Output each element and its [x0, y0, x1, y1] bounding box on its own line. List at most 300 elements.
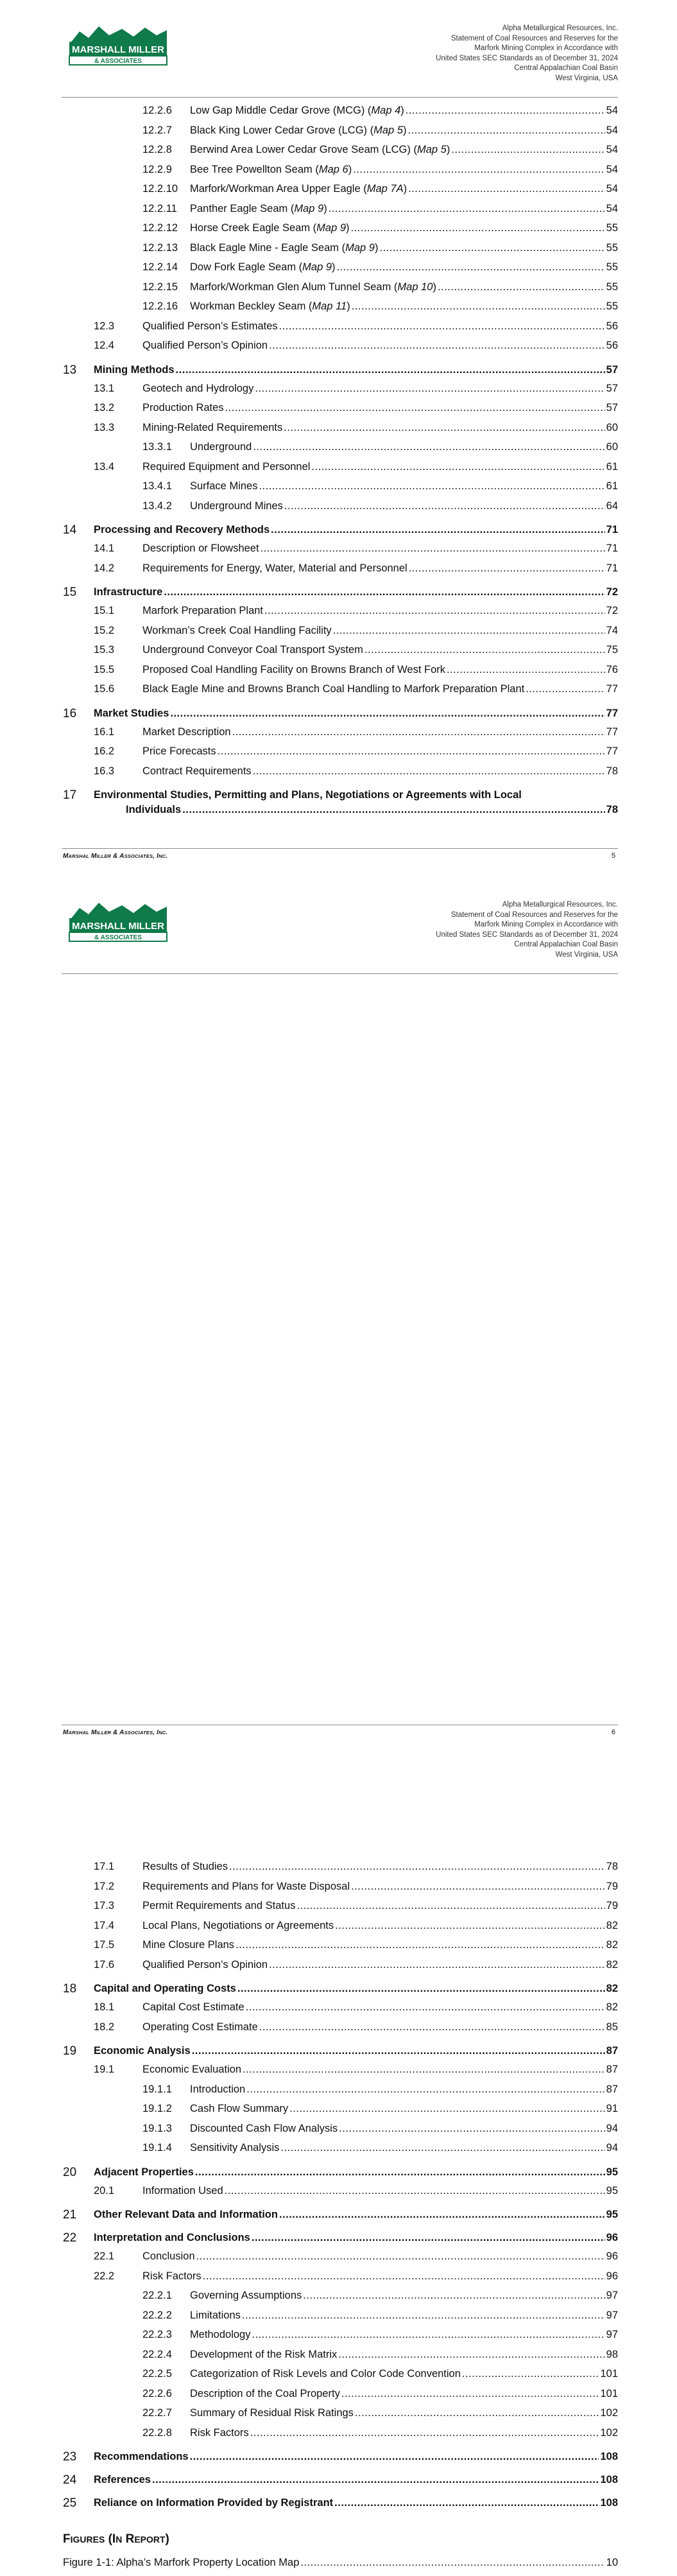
- toc-entry[interactable]: [63, 105, 618, 125]
- dot-leader: [303, 2290, 604, 2302]
- toc-entry[interactable]: [63, 2001, 618, 2021]
- map-reference: Map 6: [318, 163, 348, 175]
- toc-entry[interactable]: [63, 402, 618, 422]
- title-text: Horse Creek Eagle Seam (: [190, 222, 317, 234]
- toc-entry-number: 15.2: [94, 624, 115, 636]
- toc-entry[interactable]: [63, 703, 618, 726]
- toc-entry-page: 56: [606, 320, 618, 332]
- dot-leader: [364, 644, 605, 656]
- footer-divider: [62, 848, 618, 849]
- toc-entry[interactable]: [63, 2329, 618, 2349]
- toc-entry-number: 12.3: [94, 320, 115, 332]
- toc-entry[interactable]: [63, 2185, 618, 2205]
- map-reference: Map 9: [294, 202, 324, 214]
- toc-entry-page: 97: [606, 2290, 618, 2301]
- toc-entry[interactable]: [63, 222, 618, 242]
- toc-entry-page: 54: [606, 183, 618, 195]
- toc-entry-title: [190, 105, 404, 117]
- toc-entry-page: 76: [606, 663, 618, 675]
- toc-entry[interactable]: [63, 2103, 618, 2123]
- toc-entry[interactable]: [63, 785, 618, 815]
- dot-leader: [438, 281, 605, 293]
- toc-entry[interactable]: [63, 164, 618, 184]
- toc-entry[interactable]: [63, 2310, 618, 2329]
- toc-entry-title: Qualified Person’s Estimates: [142, 320, 278, 332]
- dot-leader: [351, 222, 605, 234]
- dot-leader: [164, 586, 604, 598]
- title-text: ): [323, 202, 327, 214]
- toc-entry-number: 19.1.3: [142, 2122, 172, 2134]
- toc-entry-page: 57: [606, 382, 618, 394]
- page-header: Alpha Metallurgical Resources, Inc. Statement of Coal Resources and Reserves for the Marfork Mining Complex in Accordance with United States SEC Standards as of December 31, 2024 Central Appalachian Coal Basin West Virginia, USA: [436, 901, 618, 959]
- page-header: Alpha Metallurgical Resources, Inc. Statement of Coal Resources and Reserves for the Marfork Mining Complex in Accordance with United States SEC Standards as of December 31, 2024 Central Appalachian Coal Basin West Virginia, USA: [436, 24, 618, 82]
- toc-entry-number: 19.1.4: [142, 2142, 172, 2154]
- toc-entry[interactable]: [63, 2041, 618, 2064]
- dot-leader: [334, 2497, 599, 2509]
- toc-entry-title: Mining-Related Requirements: [142, 421, 283, 433]
- title-text: Workman Beckley Seam (: [190, 300, 313, 312]
- toc-entry-title: Methodology: [190, 2329, 251, 2340]
- toc-entry[interactable]: [63, 1881, 618, 1901]
- toc-entry-title: Description of the Coal Property: [190, 2387, 340, 2399]
- toc-entry-title: Discounted Cash Flow Analysis: [190, 2122, 338, 2134]
- toc-entry-page: 79: [606, 1900, 618, 1911]
- toc-entry[interactable]: [63, 605, 618, 625]
- dot-leader: [259, 480, 604, 492]
- document-page-5: [0, 0, 677, 876]
- toc-entry-number: 16.3: [94, 765, 115, 777]
- dot-leader: [192, 2045, 605, 2057]
- footer-company: MARSHAL MILLER & ASSOCIATES, INC.: [63, 1729, 168, 1736]
- toc-entry-title: Risk Factors: [190, 2426, 249, 2439]
- toc-entry[interactable]: [63, 242, 618, 262]
- toc-entry[interactable]: [63, 683, 618, 703]
- toc-entry[interactable]: [63, 183, 618, 203]
- toc-entry[interactable]: [63, 664, 618, 684]
- dot-leader: [195, 2166, 605, 2179]
- toc-entry-title: Other Relevant Data and Information: [94, 2209, 278, 2220]
- toc-entry-title: [190, 261, 336, 274]
- dot-leader: [311, 461, 604, 473]
- dot-leader: [237, 1983, 605, 1995]
- dot-leader: [406, 105, 605, 117]
- dot-leader: [242, 2310, 605, 2322]
- toc-entry-title: Capital and Operating Costs: [94, 1983, 236, 1994]
- table-of-contents: [63, 105, 618, 815]
- toc-entry-number: 12.2.9: [142, 163, 172, 175]
- dot-leader: [152, 2474, 599, 2486]
- toc-entry-title: Economic Analysis: [94, 2045, 191, 2057]
- toc-entry-number: 24: [63, 2473, 77, 2487]
- dot-leader: [271, 524, 604, 536]
- toc-entry-page: 102: [600, 2407, 618, 2419]
- header-divider: [62, 97, 618, 98]
- toc-entry[interactable]: [63, 2162, 618, 2185]
- dot-leader: [279, 2209, 605, 2221]
- dot-leader: [409, 562, 605, 575]
- header-divider: [62, 973, 618, 974]
- toc-entry[interactable]: [63, 745, 618, 765]
- toc-entry-number: 14: [63, 523, 77, 537]
- toc-entry-number: 18: [63, 1982, 77, 1996]
- toc-entry[interactable]: [63, 2388, 618, 2408]
- dot-leader: [229, 1861, 605, 1873]
- title-text: ): [348, 163, 352, 175]
- table-of-contents: [63, 1861, 618, 2576]
- title-text: Black Eagle Mine - Eagle Seam (: [190, 241, 346, 254]
- toc-entry-number: 17.1: [94, 1861, 115, 1872]
- toc-entry-page: 96: [606, 2232, 618, 2243]
- toc-entry-title: Production Rates: [142, 402, 224, 413]
- toc-entry-number: 12.2.16: [142, 300, 178, 312]
- toc-entry-number: 12.4: [94, 340, 115, 351]
- toc-entry[interactable]: [63, 1861, 618, 1881]
- toc-entry-number: 12.2.12: [142, 222, 178, 234]
- dot-leader: [252, 2232, 605, 2244]
- toc-entry[interactable]: [63, 2227, 618, 2250]
- toc-entry-number: 21: [63, 2208, 77, 2222]
- toc-entry-number: 12.2.14: [142, 261, 178, 273]
- toc-entry-page: 95: [606, 2184, 618, 2197]
- dot-leader: [176, 364, 605, 376]
- toc-entry-title: Categorization of Risk Levels and Color Code Convention: [190, 2368, 461, 2380]
- dot-leader: [338, 2349, 604, 2361]
- figure-entry[interactable]: [63, 2557, 618, 2576]
- page-number: 6: [611, 1728, 615, 1736]
- title-text: ): [433, 281, 436, 293]
- toc-entry-page: 82: [606, 1983, 618, 1994]
- toc-entry-title: Infrastructure: [94, 586, 163, 598]
- map-reference: Map 9: [316, 222, 347, 234]
- toc-entry-page: 96: [606, 2270, 618, 2282]
- toc-entry-title: Market Studies: [94, 707, 169, 719]
- toc-entry[interactable]: [63, 2123, 618, 2143]
- toc-entry-title: Governing Assumptions: [190, 2290, 302, 2301]
- dot-leader: [379, 242, 604, 254]
- toc-entry-number: 19.1.1: [142, 2083, 172, 2095]
- toc-entry[interactable]: [63, 203, 618, 223]
- toc-entry[interactable]: [63, 765, 618, 785]
- toc-entry-number: 20.1: [94, 2184, 115, 2197]
- toc-entry[interactable]: [63, 422, 618, 442]
- dot-leader: [451, 144, 604, 156]
- document-page-6: [0, 876, 677, 2568]
- footer-company: MARSHAL MILLER & ASSOCIATES, INC.: [63, 853, 168, 860]
- svg-text:MARSHALL MILLER: MARSHALL MILLER: [72, 921, 164, 932]
- toc-entry[interactable]: [63, 144, 618, 164]
- toc-entry[interactable]: [63, 519, 618, 543]
- toc-entry-page: 75: [606, 644, 618, 656]
- dot-leader: [352, 300, 605, 313]
- toc-entry-title: [190, 242, 378, 254]
- toc-entry-number: 22.2.4: [142, 2348, 172, 2360]
- title-text: ): [446, 144, 450, 155]
- toc-entry-title: Price Forecasts: [142, 745, 216, 757]
- dot-leader: [243, 2064, 605, 2076]
- toc-entry-page: 55: [606, 281, 618, 293]
- toc-entry-title: Summary of Residual Risk Ratings: [190, 2407, 354, 2419]
- title-text: ): [332, 261, 336, 273]
- toc-entry-number: 13.4.2: [142, 500, 172, 512]
- toc-entry-title: Adjacent Properties: [94, 2166, 194, 2178]
- toc-entry-page: 77: [606, 726, 618, 738]
- toc-entry-page: 87: [606, 2064, 618, 2075]
- toc-entry-title: [190, 144, 450, 156]
- toc-entry[interactable]: [63, 582, 618, 605]
- toc-entry-page: 60: [606, 421, 618, 433]
- toc-entry-title: Workman’s Creek Coal Handling Facility: [142, 624, 332, 636]
- dot-leader: [407, 125, 604, 137]
- dot-leader: [337, 261, 605, 274]
- toc-entry-number: 13.3.1: [142, 441, 172, 453]
- toc-entry-number: 12.2.7: [142, 124, 172, 136]
- toc-entry-title: Economic Evaluation: [142, 2064, 242, 2075]
- toc-entry-page: 77: [606, 707, 618, 719]
- map-reference: Map 10: [397, 281, 433, 293]
- toc-entry-number: 12.2.11: [142, 202, 177, 214]
- toc-entry-title: [190, 183, 407, 195]
- title-text: ): [374, 241, 379, 254]
- title-text: ): [347, 300, 350, 312]
- toc-entry[interactable]: [63, 441, 618, 461]
- toc-entry-number: 22.2.6: [142, 2387, 172, 2399]
- toc-entry[interactable]: [63, 2493, 618, 2516]
- toc-entry-title-cont: Individuals: [126, 804, 182, 815]
- toc-entry-page: 61: [606, 460, 618, 473]
- toc-entry-title: [190, 164, 352, 176]
- toc-entry-number: 16.1: [94, 726, 115, 738]
- toc-entry-page: 55: [606, 241, 618, 254]
- toc-entry[interactable]: [63, 2064, 618, 2084]
- toc-entry[interactable]: [63, 480, 618, 500]
- toc-entry-title: Market Description: [142, 726, 231, 738]
- toc-entry[interactable]: [63, 261, 618, 281]
- toc-entry-number: 17: [63, 788, 77, 802]
- toc-entry-page: 54: [606, 163, 618, 175]
- dot-leader: [279, 320, 605, 333]
- toc-entry-title: References: [94, 2474, 151, 2485]
- svg-text:MARSHALL MILLER: MARSHALL MILLER: [72, 44, 164, 55]
- toc-entry-title: Proposed Coal Handling Facility on Browns Branch of West Fork: [142, 663, 445, 675]
- dot-leader: [225, 402, 605, 414]
- toc-entry[interactable]: [63, 360, 618, 383]
- toc-entry[interactable]: [63, 340, 618, 360]
- toc-entry-page: 108: [600, 2497, 618, 2509]
- toc-entry[interactable]: [63, 2427, 618, 2447]
- toc-entry[interactable]: [63, 2407, 618, 2427]
- toc-entry[interactable]: [63, 300, 618, 320]
- toc-entry-number: 13.2: [94, 402, 115, 413]
- toc-entry-page: 78: [606, 765, 618, 777]
- toc-entry-title: Marfork Preparation Plant: [142, 605, 264, 616]
- map-reference: Map 9: [345, 241, 375, 254]
- toc-entry-number: 13: [63, 363, 77, 377]
- toc-entry-number: 12.2.8: [142, 144, 172, 155]
- title-text: ): [402, 124, 407, 136]
- toc-entry[interactable]: [63, 2250, 618, 2270]
- toc-entry[interactable]: [63, 2204, 618, 2227]
- dot-leader: [182, 804, 604, 816]
- toc-entry-title: Introduction: [190, 2083, 246, 2095]
- toc-entry[interactable]: [63, 2368, 618, 2388]
- toc-entry-title: Permit Requirements and Status: [142, 1900, 296, 1911]
- toc-entry-title: Processing and Recovery Methods: [94, 524, 270, 535]
- toc-entry[interactable]: [63, 2270, 618, 2290]
- toc-entry[interactable]: [63, 1959, 618, 1979]
- toc-entry[interactable]: [63, 500, 618, 520]
- toc-entry-page: 57: [606, 402, 618, 413]
- toc-entry-page: 101: [600, 2387, 618, 2399]
- svg-text:& ASSOCIATES: & ASSOCIATES: [94, 58, 142, 65]
- toc-entry-page: 98: [606, 2348, 618, 2360]
- company-logo: [67, 22, 169, 67]
- toc-entry-title: Surface Mines: [190, 480, 258, 492]
- dot-leader: [253, 765, 605, 778]
- toc-entry-page: 64: [606, 500, 618, 512]
- dot-leader: [300, 2557, 604, 2569]
- toc-entry-page: 57: [606, 363, 618, 376]
- toc-entry-number: 22.2.3: [142, 2329, 172, 2340]
- toc-entry-title: Results of Studies: [142, 1861, 228, 1872]
- dot-leader: [252, 2329, 604, 2341]
- toc-entry-number: 13.4: [94, 460, 115, 473]
- toc-entry-page: 82: [606, 1919, 618, 1931]
- toc-entry[interactable]: [63, 281, 618, 301]
- toc-entry-page: 78: [606, 804, 618, 815]
- dot-leader: [203, 2270, 605, 2283]
- dot-leader: [269, 340, 605, 352]
- toc-entry[interactable]: [63, 726, 618, 746]
- dot-leader: [250, 2427, 599, 2439]
- toc-entry-page: 102: [600, 2426, 618, 2439]
- dot-leader: [335, 1920, 605, 1932]
- toc-entry-number: 25: [63, 2496, 77, 2510]
- toc-entry-title: Capital Cost Estimate: [142, 2001, 244, 2013]
- toc-entry[interactable]: [63, 461, 618, 481]
- title-text: Berwind Area Lower Cedar Grove Seam (LCG) (: [190, 144, 417, 155]
- toc-entry[interactable]: [63, 2446, 618, 2469]
- toc-entry-title: [190, 300, 350, 313]
- toc-entry[interactable]: [63, 383, 618, 403]
- toc-entry-title: Recommendations: [94, 2451, 189, 2462]
- toc-entry-number: 13.3: [94, 421, 115, 433]
- map-reference: Map 9: [302, 261, 332, 273]
- dot-leader: [246, 2084, 604, 2096]
- title-text: Panther Eagle Seam (: [190, 202, 295, 214]
- toc-entry-number: 22.2.5: [142, 2368, 172, 2380]
- toc-entry-number: 20: [63, 2165, 77, 2179]
- toc-entry-title: [190, 222, 350, 234]
- toc-entry[interactable]: [63, 2349, 618, 2369]
- title-text: Black King Lower Cedar Grove (LCG) (: [190, 124, 374, 136]
- toc-entry-number: 15: [63, 586, 77, 599]
- dot-leader: [170, 708, 604, 720]
- toc-entry-number: 15.1: [94, 605, 115, 616]
- title-text: ): [400, 105, 404, 116]
- dot-leader: [408, 183, 605, 195]
- map-reference: Map 11: [312, 300, 347, 312]
- toc-entry-page: 101: [600, 2368, 618, 2380]
- toc-entry[interactable]: [63, 2084, 618, 2103]
- toc-entry-number: 13.1: [94, 382, 115, 394]
- toc-entry-number: 19: [63, 2044, 77, 2058]
- toc-entry[interactable]: [63, 1920, 618, 1940]
- toc-entry[interactable]: [63, 2142, 618, 2162]
- toc-entry-title: [190, 125, 406, 137]
- toc-entry-number: 15.6: [94, 683, 115, 695]
- map-reference: Map 4: [371, 105, 401, 116]
- toc-entry-page: 96: [606, 2250, 618, 2262]
- dot-leader: [339, 2123, 604, 2135]
- title-text: Bee Tree Powellton Seam (: [190, 163, 319, 175]
- toc-entry-title: Reliance on Information Provided by Registrant: [94, 2497, 334, 2509]
- toc-entry-title: Description or Flowsheet: [142, 543, 259, 554]
- dot-leader: [351, 1881, 605, 1893]
- toc-entry[interactable]: [63, 1978, 618, 2001]
- toc-entry-number: 22.2.7: [142, 2407, 172, 2419]
- toc-entry[interactable]: [63, 562, 618, 582]
- toc-entry-title: Cash Flow Summary: [190, 2103, 289, 2114]
- toc-entry[interactable]: [63, 625, 618, 645]
- toc-entry-number: 12.2.13: [142, 241, 178, 254]
- toc-entry[interactable]: [63, 125, 618, 144]
- toc-entry-title: Qualified Person’s Opinion: [142, 340, 268, 351]
- toc-entry-number: 12.2.15: [142, 281, 178, 293]
- toc-entry-title: Underground Mines: [190, 500, 283, 512]
- title-text: ): [403, 183, 407, 195]
- dot-leader: [341, 2388, 599, 2400]
- toc-entry-page: 97: [606, 2309, 618, 2321]
- toc-entry-title: Mining Methods: [94, 363, 175, 376]
- svg-text:& ASSOCIATES: & ASSOCIATES: [94, 934, 142, 941]
- toc-entry[interactable]: [63, 320, 618, 340]
- dot-leader: [447, 664, 605, 676]
- map-reference: Map 5: [373, 124, 403, 136]
- toc-entry[interactable]: [63, 2021, 618, 2041]
- toc-entry-number: 16.2: [94, 745, 115, 757]
- toc-entry-page: 71: [606, 524, 618, 535]
- toc-entry[interactable]: [63, 543, 618, 562]
- toc-entry-number: 22: [63, 2231, 77, 2245]
- toc-entry[interactable]: [63, 1900, 618, 1920]
- toc-entry[interactable]: [63, 644, 618, 664]
- dot-leader: [269, 1959, 605, 1971]
- title-text: Dow Fork Eagle Seam (: [190, 261, 303, 273]
- toc-entry-number: 22.2.2: [142, 2309, 172, 2321]
- dot-leader: [246, 2001, 605, 2014]
- toc-entry[interactable]: [63, 2469, 618, 2493]
- toc-entry-number: 14.2: [94, 562, 115, 574]
- dot-leader: [353, 164, 604, 176]
- toc-entry-number: 22.2.8: [142, 2426, 172, 2439]
- toc-entry-title: Environmental Studies, Permitting and Plans, Negotiations or Agreements with Local: [94, 789, 522, 801]
- toc-entry-page: 85: [606, 2021, 618, 2033]
- dot-leader: [462, 2368, 599, 2380]
- toc-entry-title: Mine Closure Plans: [142, 1939, 235, 1951]
- toc-entry[interactable]: [63, 1939, 618, 1959]
- toc-entry-number: 22.2.1: [142, 2290, 172, 2301]
- toc-entry-number: 19.1: [94, 2064, 115, 2075]
- dot-leader: [289, 2103, 605, 2115]
- toc-entry-number: 23: [63, 2450, 77, 2464]
- dot-leader: [329, 203, 605, 215]
- toc-entry-page: 95: [606, 2166, 618, 2178]
- dot-leader: [196, 2250, 605, 2263]
- title-text: Marfork/Workman Area Upper Eagle (: [190, 183, 367, 195]
- dot-leader: [280, 2142, 604, 2154]
- toc-entry[interactable]: [63, 2290, 618, 2310]
- toc-entry-number: 17.5: [94, 1939, 115, 1951]
